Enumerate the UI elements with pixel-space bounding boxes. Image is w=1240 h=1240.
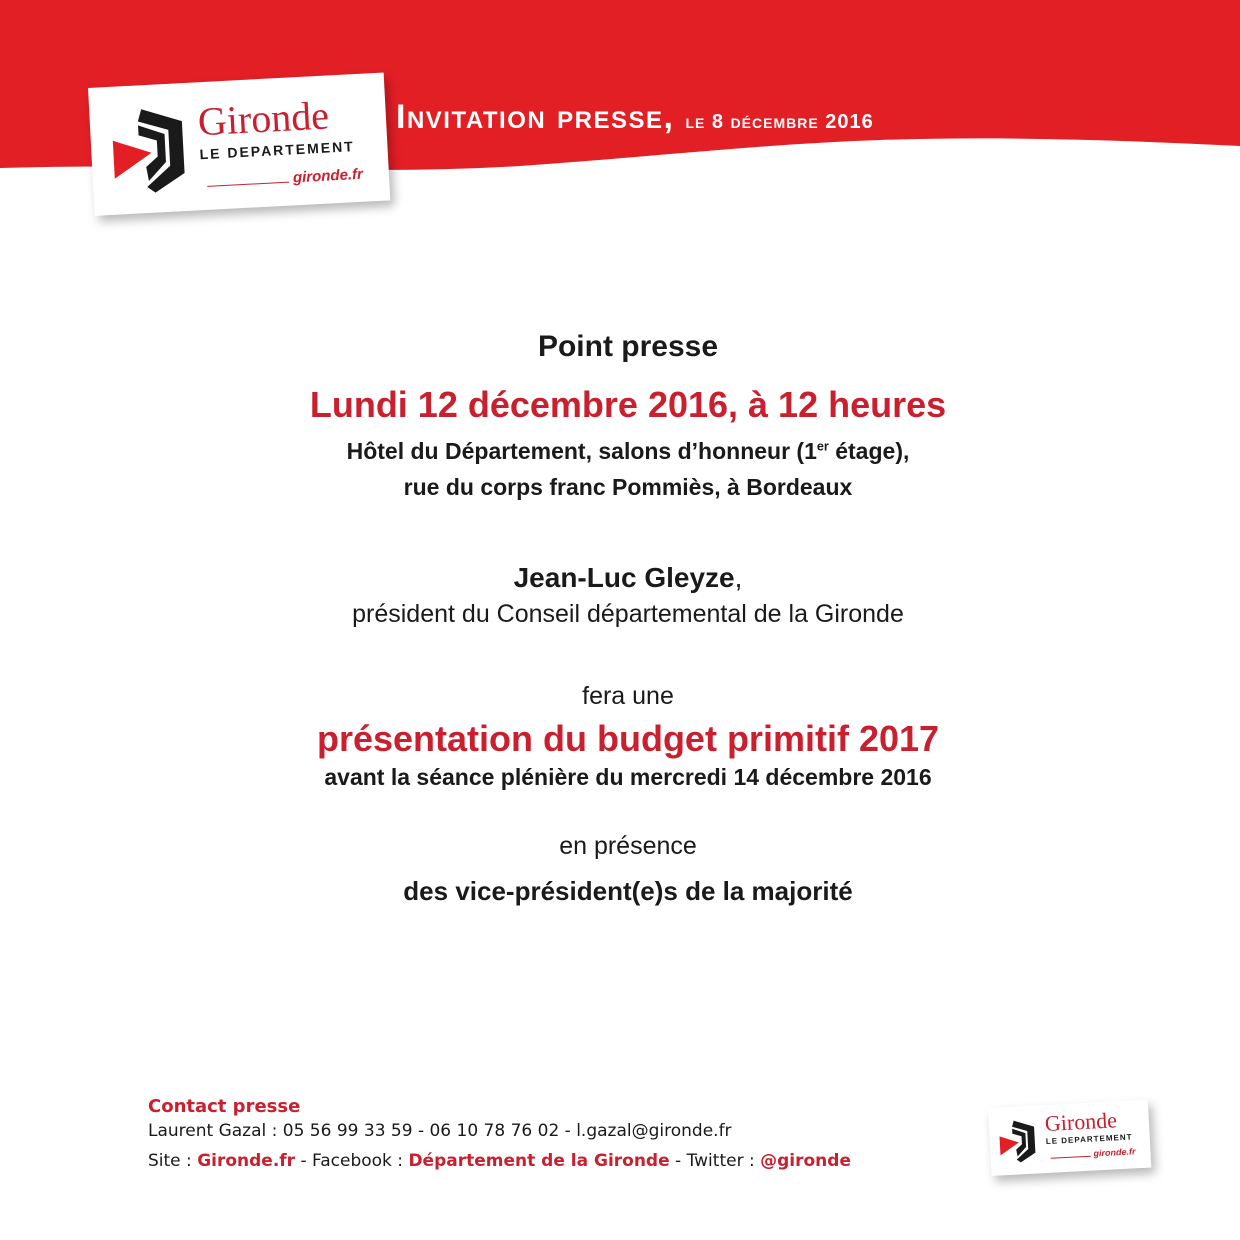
logo-small-subtitle: LE DEPARTEMENT [1045, 1132, 1133, 1147]
logo-small-site: gironde.fr [1093, 1146, 1136, 1159]
presence-intro: en présence [559, 832, 697, 860]
gironde-logo-small[interactable] [988, 1100, 1151, 1176]
gironde-hexagon-arrow-icon [103, 98, 208, 203]
contact-label: Contact presse [148, 1096, 301, 1117]
logo-small-name: Gironde [1044, 1107, 1118, 1137]
footer [148, 1096, 851, 1171]
gironde-logo[interactable] [88, 73, 390, 216]
event-intro: fera une [582, 682, 674, 710]
speaker-name: Jean-Luc Gleyze [513, 562, 735, 593]
social-line [148, 1151, 851, 1171]
facebook-link[interactable]: Département de la Gironde [408, 1151, 670, 1171]
site-link[interactable]: Gironde.fr [197, 1151, 296, 1171]
logo-small-rule [1051, 1156, 1091, 1159]
event-topic: présentation du budget primitif 2017 [316, 718, 940, 759]
place-line1-after: étage), [828, 438, 910, 464]
twitter-label: - Twitter : [669, 1151, 761, 1171]
logo-subtitle: LE DEPARTEMENT [199, 138, 356, 163]
event-datetime: Lundi 12 décembre 2016, à 12 heures [309, 384, 947, 425]
invitation-date: le 8 décembre 2016 [685, 111, 874, 133]
speaker [0, 562, 1240, 594]
logo-name: Gironde [196, 92, 330, 145]
place-line1-sup: er [816, 439, 829, 454]
speaker-role: président du Conseil départemental de la Gironde [352, 600, 904, 628]
event-label: Point presse [537, 330, 719, 363]
event-place-line1 [0, 438, 1240, 465]
contact-line: Laurent Gazal : 05 56 99 33 59 - 06 10 78 76 02 - l.gazal@gironde.fr [148, 1121, 732, 1141]
facebook-label: - Facebook : [295, 1151, 409, 1171]
speaker-comma: , [734, 562, 743, 593]
event-topic-detail: avant la séance plénière du mercredi 14 décembre 2016 [324, 764, 932, 790]
invitation-title [396, 98, 874, 137]
event-place-line2: rue du corps franc Pommiès, à Bordeaux [403, 474, 853, 500]
presence: des vice-président(e)s de la majorité [403, 876, 853, 906]
twitter-link[interactable]: @gironde [760, 1151, 851, 1171]
logo-rule [207, 182, 289, 187]
gironde-hexagon-arrow-icon [995, 1115, 1048, 1168]
site-label: Site : [148, 1151, 198, 1171]
place-line1-before: Hôtel du Département, salons d’honneur (1 [346, 438, 817, 464]
invitation-title-text: Invitation presse, [396, 98, 675, 136]
logo-site: gironde.fr [292, 165, 364, 187]
